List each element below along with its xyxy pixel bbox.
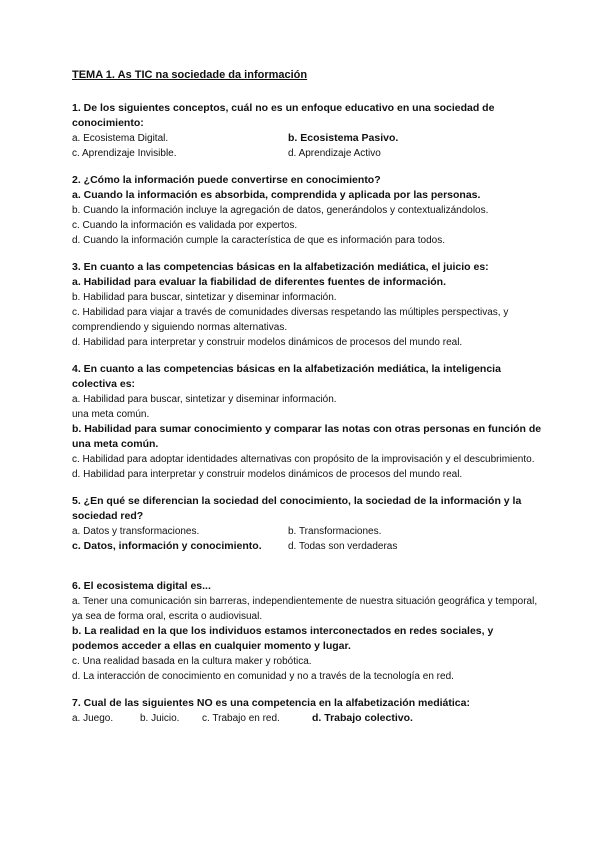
option-c: c. Aprendizaje Invisible. <box>72 148 177 159</box>
option-a: a. Datos y transformaciones. <box>72 526 200 537</box>
question-stem: 5. ¿En qué se diferencian la sociedad del conocimiento, la sociedad de la información y la sociedad red? <box>72 495 522 522</box>
options-row <box>72 711 542 726</box>
question-stem: 7. Cual de las siguientes NO es una competencia en la alfabetización mediática: <box>72 697 470 709</box>
option-d: d. Cuando la información cumple la característica de que es información para todos. <box>72 235 445 246</box>
option-a: a. Ecosistema Digital. <box>72 133 169 144</box>
option-d: d. Habilidad para interpretar y construir modelos dinámicos de procesos del mundo real. <box>72 469 463 480</box>
option-d-correct: d. Trabajo colectivo. <box>312 712 413 724</box>
question-stem: 1. De los siguientes conceptos, cuál no es un enfoque educativo en una sociedad de conocimiento: <box>72 102 495 129</box>
question-5 <box>72 494 542 554</box>
option-a-correct: a. Cuando la información es absorbida, comprendida y aplicada por las personas. <box>72 189 481 201</box>
question-2 <box>72 173 542 248</box>
document-title: TEMA 1. As TIC na sociedade da información <box>72 69 308 81</box>
option-b: b. Habilidad para buscar, sintetizar y diseminar información. <box>72 292 337 303</box>
option-b-correct: b. La realidad en la que los individuos estamos interconectados en redes sociales, y podemos acceder a ellas en cualquier momento y lugar. <box>72 625 494 652</box>
options-row <box>72 131 542 146</box>
option-d: d. Aprendizaje Activo <box>288 148 381 159</box>
option-a-correct: a. Habilidad para evaluar la fiabilidad de diferentes fuentes de información. <box>72 276 447 288</box>
option-b-correct: b. Habilidad para sumar conocimiento y comparar las notas con otras personas en función de una meta común. <box>72 423 542 450</box>
question-stem: 4. En cuanto a las competencias básicas en la alfabetización mediática, la inteligencia colectiva es: <box>72 363 501 390</box>
question-7 <box>72 696 542 726</box>
question-stem: 2. ¿Cómo la información puede convertirse en conocimiento? <box>72 174 381 186</box>
options-row <box>72 524 542 539</box>
question-4 <box>72 362 542 482</box>
option-a: a. Juego. <box>72 713 114 724</box>
question-6 <box>72 579 542 684</box>
question-3 <box>72 260 542 350</box>
option-c-correct: c. Datos, información y conocimiento. <box>72 540 262 552</box>
option-c: c. Habilidad para adoptar identidades alternativas con propósito de la improvisación y el descubrimiento. <box>72 454 535 465</box>
option-b: b. Transformaciones. <box>288 526 382 537</box>
options-row <box>72 146 542 161</box>
stray-line: una meta común. <box>72 409 150 420</box>
question-stem: 3. En cuanto a las competencias básicas en la alfabetización mediática, el juicio es: <box>72 261 489 273</box>
option-b: b. Cuando la información incluye la agregación de datos, generándolos y contextualizándolos. <box>72 205 489 216</box>
option-d: d. La interacción de conocimiento en comunidad y no a través de la tecnología en red. <box>72 671 454 682</box>
option-a: a. Habilidad para buscar, sintetizar y diseminar información. <box>72 394 337 405</box>
option-c: c. Cuando la información es validada por expertos. <box>72 220 298 231</box>
document-page <box>72 68 542 738</box>
option-a: a. Tener una comunicación sin barreras, independientemente de nuestra situación geográfica y temporal, ya sea de forma oral, escrita o audiovisual. <box>72 596 538 622</box>
option-d: d. Habilidad para interpretar y construir modelos dinámicos de procesos del mundo real. <box>72 337 463 348</box>
option-c: c. Habilidad para viajar a través de comunidades diversas respetando las múltiples perspectivas, y comprendiendo y siguiendo normas alternativas. <box>72 307 509 333</box>
option-b-correct: b. Ecosistema Pasivo. <box>288 132 399 144</box>
option-b: b. Juicio. <box>140 713 180 724</box>
option-d: d. Todas son verdaderas <box>288 541 398 552</box>
question-1 <box>72 101 542 161</box>
option-c: c. Una realidad basada en la cultura maker y robótica. <box>72 656 312 667</box>
options-row <box>72 539 542 554</box>
question-stem: 6. El ecosistema digital es... <box>72 580 211 592</box>
option-c: c. Trabajo en red. <box>202 713 280 724</box>
